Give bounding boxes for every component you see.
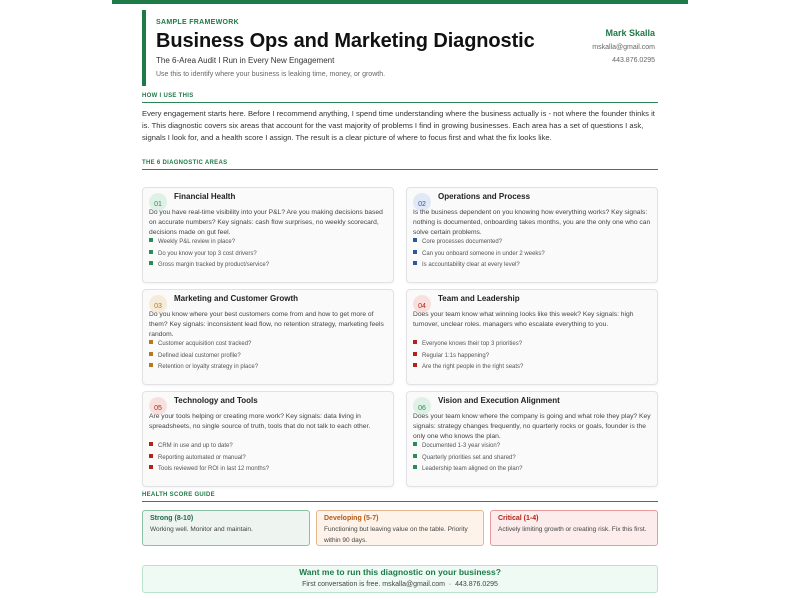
checklist-item <box>149 454 389 466</box>
bullet-square-icon <box>413 250 417 254</box>
bullet-square-icon <box>413 454 417 458</box>
card-checklist <box>413 238 653 273</box>
checklist-item <box>149 442 389 454</box>
health-score-title: Developing (5-7) <box>324 515 379 522</box>
health-score-description: Functioning but leaving value on the table. Priority within 90 days. <box>324 526 468 544</box>
bullet-square-icon <box>149 261 153 265</box>
checklist-item <box>413 238 653 250</box>
diagnostic-card <box>142 187 394 283</box>
checklist-item-text: Documented 1-3 year vision? <box>422 443 501 449</box>
checklist-item-text: Do you know your top 3 cost drivers? <box>158 250 257 257</box>
how-section-heading: HOW I USE THIS <box>142 93 658 103</box>
cta-title: Want me to run this diagnostic on your business? <box>299 567 501 577</box>
bullet-square-icon <box>413 363 417 367</box>
health-score-title: Critical (1-4) <box>498 515 539 522</box>
checklist-item <box>413 352 653 364</box>
checklist-item <box>413 442 653 454</box>
score-section-heading: HEALTH SCORE GUIDE <box>142 492 658 502</box>
diagnostic-card <box>142 289 394 385</box>
bullet-square-icon <box>149 238 153 242</box>
card-checklist <box>149 238 389 273</box>
health-score-description: Working well. Monitor and maintain. <box>150 526 253 533</box>
checklist-item-text: Everyone knows their top 3 priorities? <box>422 341 523 347</box>
checklist-item-text: Regular 1:1s happening? <box>422 352 490 359</box>
checklist-item <box>149 465 389 477</box>
health-score-title: Strong (8-10) <box>150 515 194 522</box>
bullet-square-icon <box>149 363 153 367</box>
checklist-item <box>413 465 653 477</box>
bullet-square-icon <box>413 261 417 265</box>
eyebrow: SAMPLE FRAMEWORK <box>156 19 239 26</box>
checklist-item-text: Is accountability clear at every level? <box>422 262 520 268</box>
cta-subtitle: First conversation is free. mskalla@gmail.com · 443.876.0295 <box>302 581 498 588</box>
bullet-square-icon <box>149 352 153 356</box>
checklist-item-text: Weekly P&L review in place? <box>158 239 236 245</box>
checklist-item-text: CRM in use and up to date? <box>158 443 233 449</box>
checklist-item-text: Reporting automated or manual? <box>158 454 246 461</box>
how-section-body: Every engagement starts here. Before I recommend anything, I spend time understanding where the business actually is - not where the founder thinks it is. This diagnostic covers six areas that account for the vast majority of problems I find in growing businesses. Each area has a set of questions I ask, signals I look for, and a health score I assign. The result is a clear picture of where to focus first and what the fix looks like. <box>142 109 655 142</box>
contact-email[interactable]: mskalla@gmail.com <box>592 44 655 51</box>
bullet-square-icon <box>149 442 153 446</box>
bullet-square-icon <box>149 465 153 469</box>
checklist-item-text: Core processes documented? <box>422 239 503 245</box>
card-title: Operations and Process <box>438 192 531 201</box>
bullet-square-icon <box>149 250 153 254</box>
checklist-item <box>149 250 389 262</box>
bullet-square-icon <box>413 465 417 469</box>
diagnostic-card <box>406 391 658 487</box>
diagnostic-card <box>142 391 394 487</box>
checklist-item <box>413 454 653 466</box>
bullet-square-icon <box>149 454 153 458</box>
health-score-description: Actively limiting growth or creating risk. Fix this first. <box>498 526 647 533</box>
card-number-badge: 04 <box>413 295 431 313</box>
health-score-card <box>490 510 658 546</box>
checklist-item-text: Gross margin tracked by product/service? <box>158 262 270 268</box>
card-number-badge: 05 <box>149 397 167 415</box>
subtitle: The 6-Area Audit I Run in Every New Engagement <box>156 56 335 65</box>
card-title: Technology and Tools <box>174 396 258 405</box>
checklist-item <box>413 363 653 375</box>
top-accent-bar <box>112 0 688 4</box>
header-left <box>156 10 535 78</box>
checklist-item-text: Defined ideal customer profile? <box>158 352 241 359</box>
page-title: Business Ops and Marketing Diagnostic <box>156 30 535 52</box>
bullet-square-icon <box>413 442 417 446</box>
checklist-item-text: Tools reviewed for ROI in last 12 months? <box>158 466 270 472</box>
checklist-item-text: Retention or loyalty strategy in place? <box>158 364 259 370</box>
card-number-badge: 06 <box>413 397 431 415</box>
card-number-badge: 01 <box>149 193 167 211</box>
card-checklist <box>413 442 653 477</box>
bullet-square-icon <box>413 238 417 242</box>
health-score-card <box>142 510 310 546</box>
card-number-badge: 02 <box>413 193 431 211</box>
checklist-item <box>149 363 389 375</box>
header <box>142 10 658 86</box>
health-score-card <box>316 510 484 546</box>
diagnostic-card <box>406 187 658 283</box>
bullet-square-icon <box>149 340 153 344</box>
card-checklist <box>149 340 389 375</box>
checklist-item <box>413 250 653 262</box>
contact-block <box>592 10 655 64</box>
checklist-item-text: Are the right people in the right seats? <box>422 364 524 370</box>
checklist-item-text: Leadership team aligned on the plan? <box>422 466 523 472</box>
checklist-item <box>149 261 389 273</box>
checklist-item-text: Can you onboard someone in under 2 weeks? <box>422 250 545 257</box>
card-description: Is the business dependent on you knowing how everything works? Key signals: nothing is documented, onboarding takes months, you are the only one who can solve certain problems. <box>413 209 651 237</box>
checklist-item <box>413 261 653 273</box>
header-accent-bar <box>142 10 146 86</box>
checklist-item <box>149 352 389 364</box>
card-title: Financial Health <box>174 192 236 201</box>
checklist-item-text: Customer acquisition cost tracked? <box>158 341 252 347</box>
card-description: Do you have real-time visibility into your P&L? Are you making decisions based on accurate numbers? Key signals: cash flow surprises, no weekly scorecard, decisions made on gut feel. <box>149 209 383 237</box>
contact-name: Mark Skalla <box>605 28 655 38</box>
checklist-item <box>149 238 389 250</box>
card-checklist <box>413 340 653 375</box>
contact-phone[interactable]: 443.876.0295 <box>612 57 655 64</box>
diagnostic-card <box>406 289 658 385</box>
card-title: Team and Leadership <box>438 294 520 303</box>
bullet-square-icon <box>413 340 417 344</box>
tagline: Use this to identify where your business is leaking time, money, or growth. <box>156 71 386 78</box>
card-title: Marketing and Customer Growth <box>174 294 299 303</box>
card-description: Do you know where your best customers come from and how to get more of them? Key signals: inconsistent lead flow, no retention strategy, marketing feels random. <box>149 311 384 339</box>
checklist-item <box>413 340 653 352</box>
card-description: Does your team know where the company is going and what role they play? Key signals: strategy changes frequently, no quarterly rocks or goals, founder is the only one who knows the plan. <box>413 413 651 441</box>
card-description: Are your tools helping or creating more work? Key signals: data living in spreadsheets, no single source of truth, tools that do not talk to each other. <box>149 413 371 431</box>
cta-box[interactable] <box>142 565 658 593</box>
checklist-item-text: Quarterly priorities set and shared? <box>422 454 516 461</box>
card-description: Does your team know what winning looks like this week? Key signals: high turnover, unclear roles. managers who escalate everything to you. <box>413 311 634 329</box>
bullet-square-icon <box>413 352 417 356</box>
card-title: Vision and Execution Alignment <box>438 396 560 405</box>
checklist-item <box>149 340 389 352</box>
card-number-badge: 03 <box>149 295 167 313</box>
card-checklist <box>149 442 389 477</box>
areas-section-heading: THE 6 DIAGNOSTIC AREAS <box>142 160 658 170</box>
